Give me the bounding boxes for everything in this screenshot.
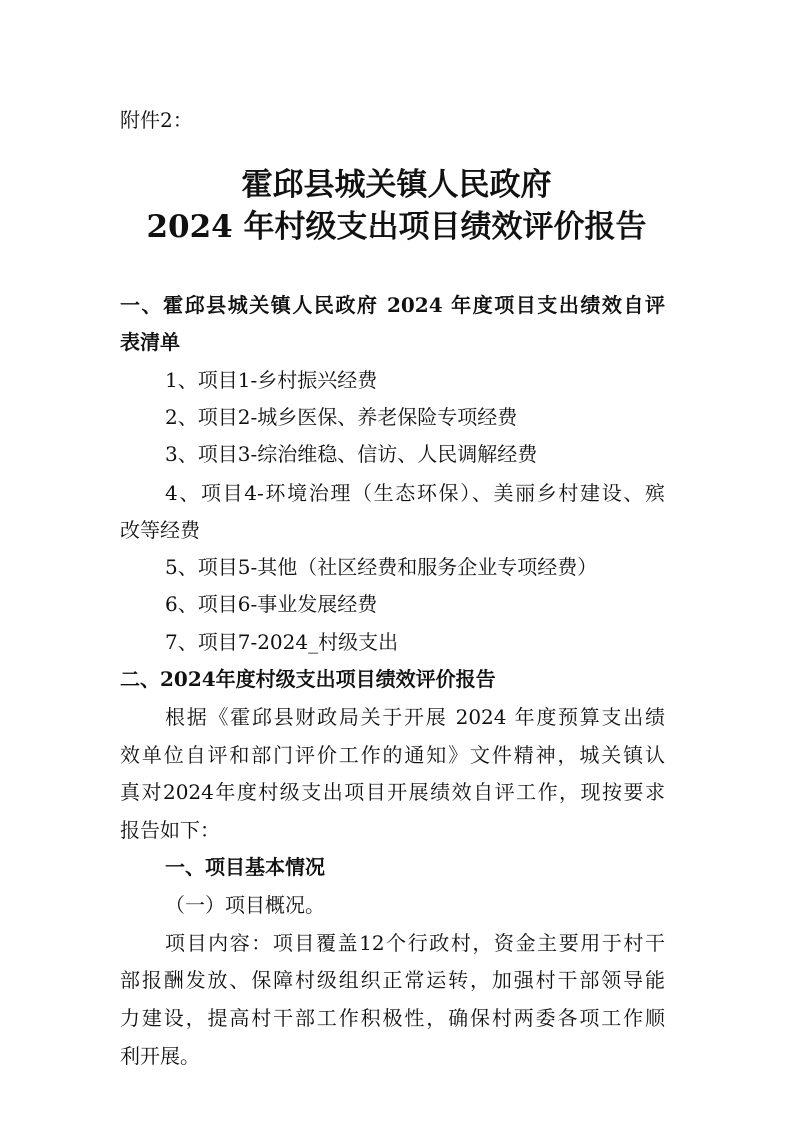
document-title-line2: 2024 年村级支出项目绩效评价报告: [146, 209, 647, 245]
list-item-1: 1、项目1-乡村振兴经费: [165, 368, 378, 392]
section2-heading: 二、2024年度村级支出项目绩效评价报告: [120, 667, 496, 691]
content-line-1: 项目内容：项目覆盖12个行政村，资金主要用于村干: [165, 931, 665, 955]
content-line-3: 力建设，提高村干部工作积极性，确保村两委各项工作顺: [120, 1006, 665, 1030]
list-item-7: 7、项目7-2024_村级支出: [165, 630, 399, 654]
sub-subheading-overview: （一）项目概况。: [165, 893, 325, 917]
section1-heading-line1: 一、霍邱县城关镇人民政府 2024 年度项目支出绩效自评: [120, 293, 665, 317]
list-item-4-continued: 改等经费: [120, 518, 200, 542]
list-item-3: 3、项目3-综治维稳、信访、人民调解经费: [165, 442, 538, 466]
list-item-5: 5、项目5-其他（社区经费和服务企业专项经费）: [165, 555, 598, 579]
document-title-line1: 霍邱县城关镇人民政府: [241, 167, 552, 203]
list-item-6: 6、项目6-事业发展经费: [165, 592, 378, 616]
intro-line-1: 根据《霍邱县财政局关于开展 2024 年度预算支出绩: [165, 705, 665, 729]
subheading-basic-info: 一、项目基本情况: [165, 855, 325, 879]
content-line-4: 利开展。: [120, 1044, 200, 1068]
list-item-2: 2、项目2-城乡医保、养老保险专项经费: [165, 405, 518, 429]
list-item-4: 4、项目4-环境治理（生态环保）、美丽乡村建设、殡: [165, 481, 665, 505]
intro-line-2: 效单位自评和部门评价工作的通知》文件精神，城关镇认: [120, 743, 665, 767]
attachment-label: 附件2：: [120, 108, 193, 132]
intro-line-4: 报告如下：: [120, 818, 220, 842]
intro-line-3: 真对2024年度村级支出项目开展绩效自评工作，现按要求: [120, 780, 665, 804]
section1-heading-line2: 表清单: [120, 330, 180, 354]
content-line-2: 部报酬发放、保障村级组织正常运转，加强村干部领导能: [120, 968, 665, 992]
